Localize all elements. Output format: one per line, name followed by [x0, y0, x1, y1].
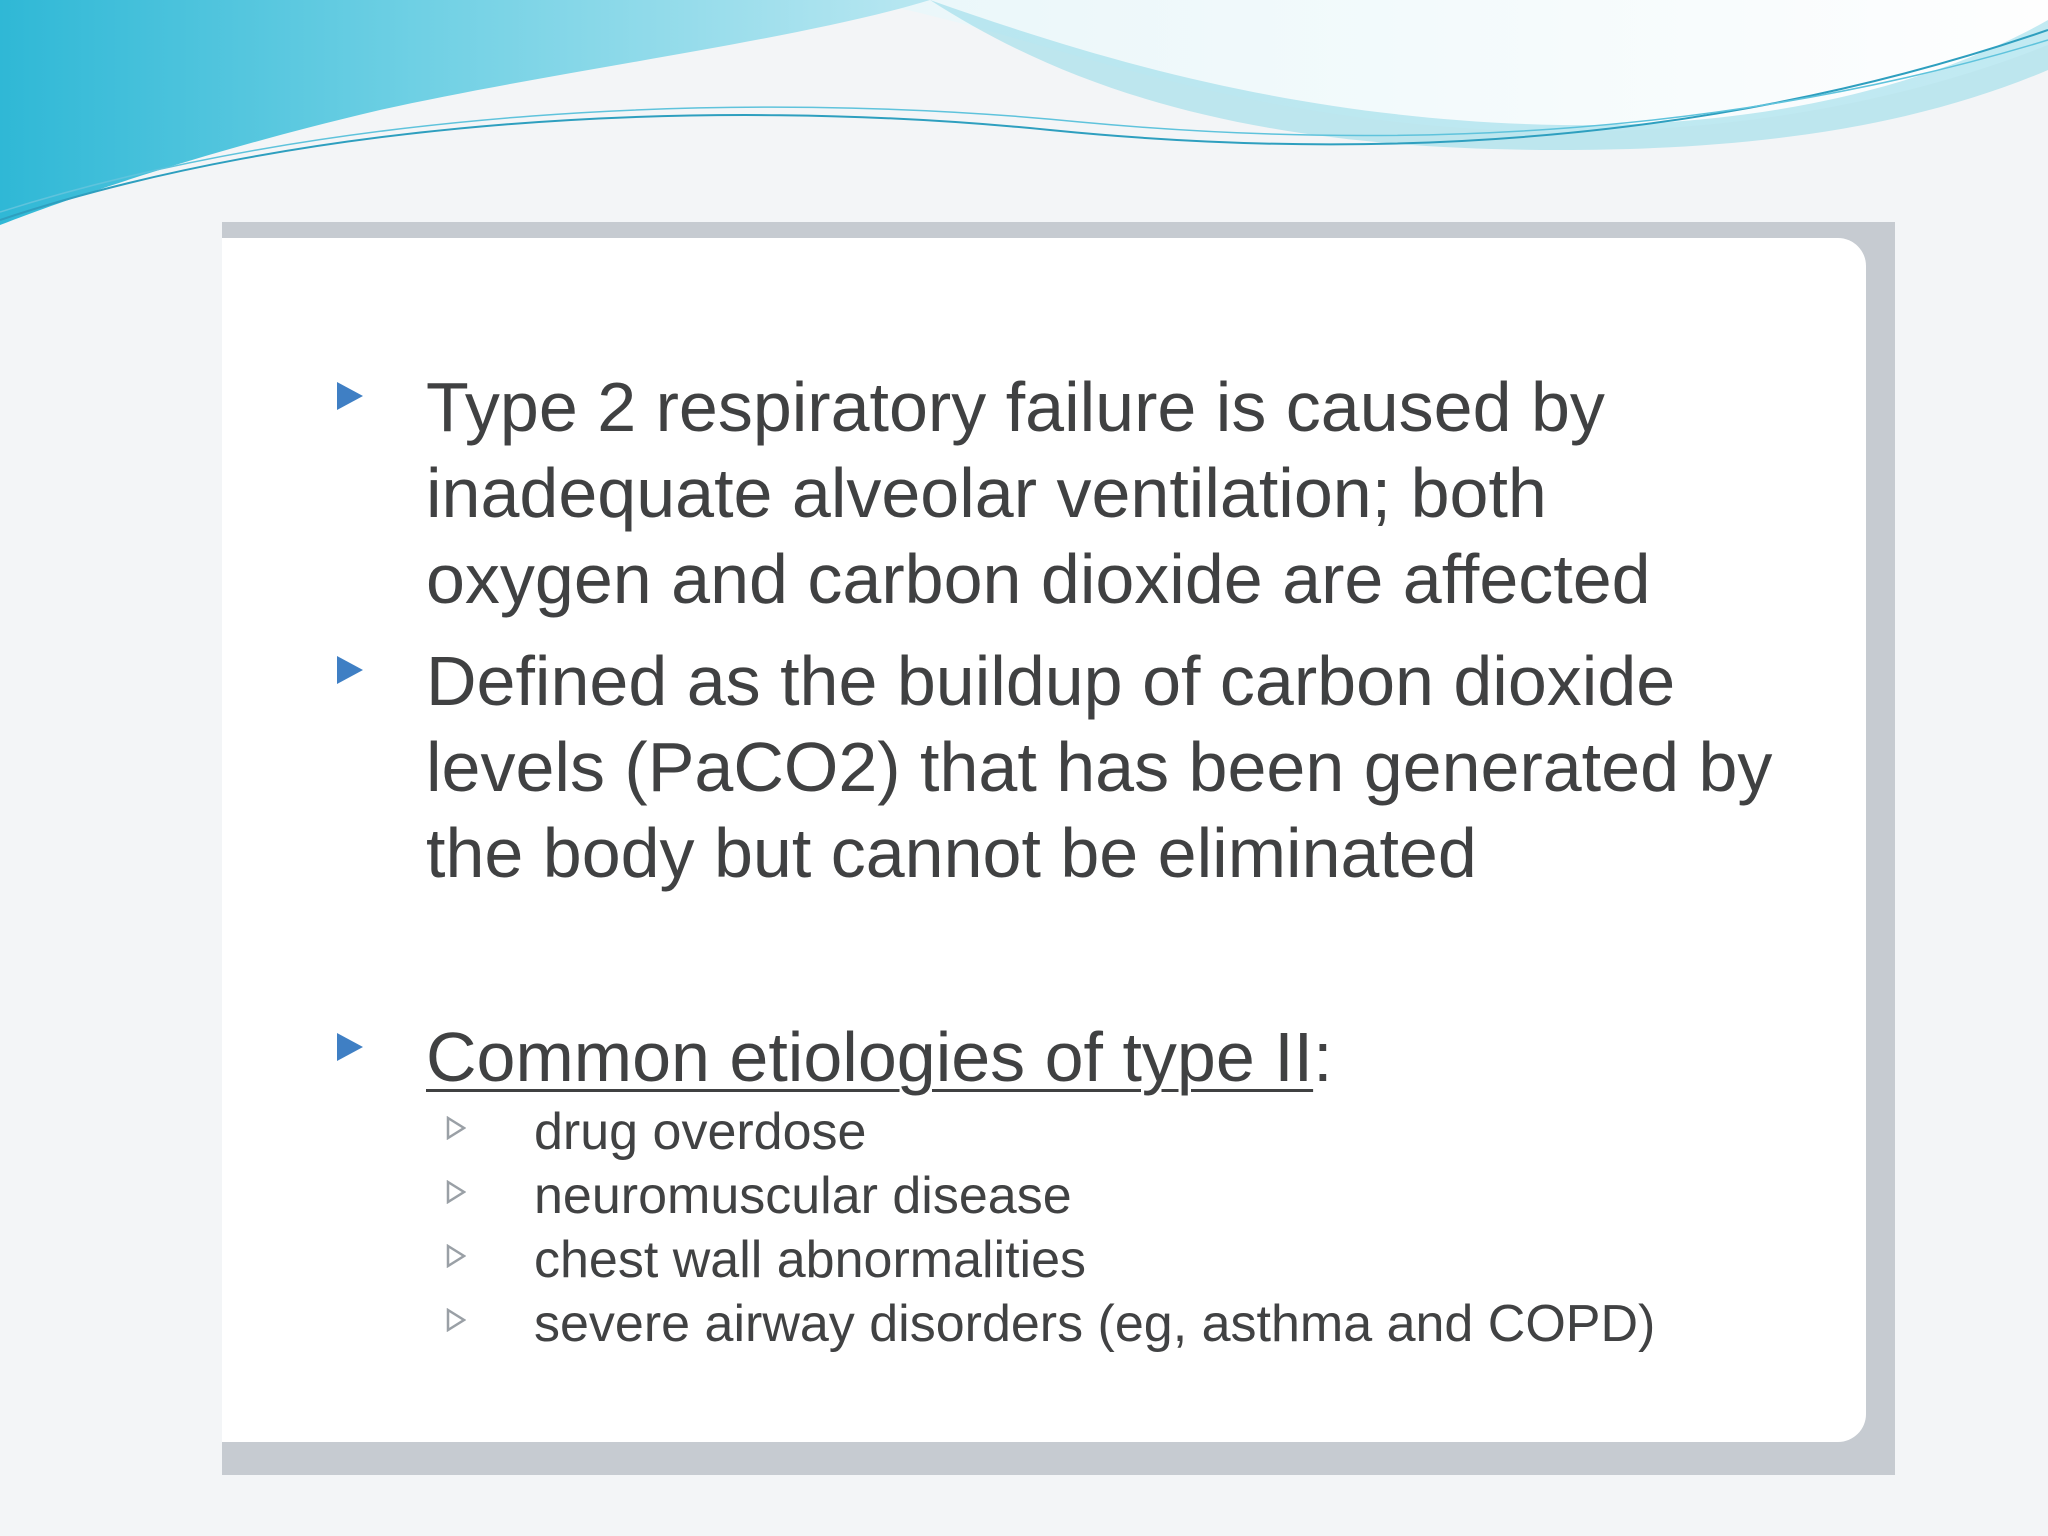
- etiology-item-4: severe airway disorders (eg, asthma and COPD): [534, 1295, 1656, 1353]
- bullet-2-line-2: levels (PaCO2) that has been generated by: [426, 728, 1773, 806]
- etiologies-heading-label: Common etiologies of type II: [426, 1018, 1314, 1096]
- etiology-item-3: chest wall abnormalities: [534, 1231, 1087, 1289]
- bullet-arrow-icon: [337, 656, 363, 684]
- hollow-triangle-arrow-icon: [446, 1244, 466, 1268]
- bullet-2-text: [426, 638, 1772, 896]
- bullet-arrow-icon: [337, 1033, 363, 1061]
- etiologies-heading: [426, 1014, 1333, 1100]
- bullet-1-line-3: oxygen and carbon dioxide are affected: [426, 540, 1651, 618]
- bullet-2-line-1: Defined as the buildup of carbon dioxide: [426, 642, 1676, 720]
- hollow-triangle-arrow-icon: [446, 1116, 466, 1140]
- etiology-item-1: drug overdose: [534, 1103, 867, 1161]
- bullet-1-line-1: Type 2 respiratory failure is caused by: [426, 368, 1605, 446]
- bullet-1-text: [426, 364, 1651, 622]
- bullet-2-line-3: the body but cannot be eliminated: [426, 814, 1477, 892]
- etiologies-heading-colon: :: [1313, 1018, 1333, 1096]
- hollow-triangle-arrow-icon: [446, 1308, 466, 1332]
- etiology-item-2: neuromuscular disease: [534, 1167, 1072, 1225]
- header-wave-decoration: [0, 0, 2048, 240]
- hollow-triangle-arrow-icon: [446, 1180, 466, 1204]
- bullet-1-line-2: inadequate alveolar ventilation; both: [426, 454, 1547, 532]
- bullet-arrow-icon: [337, 382, 363, 410]
